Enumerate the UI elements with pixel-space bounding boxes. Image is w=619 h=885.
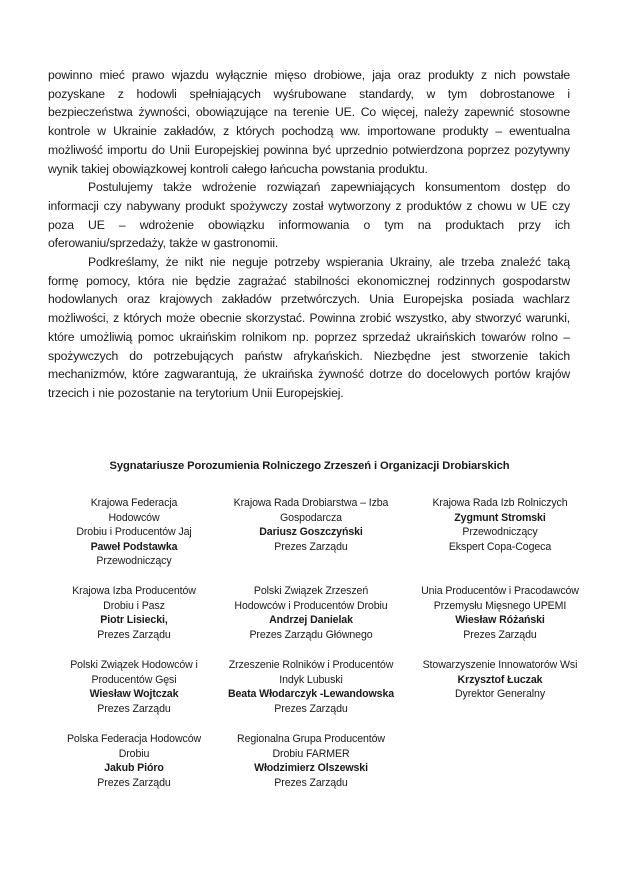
signatory-organization: Hodowców i Producentów Drobiu	[234, 599, 388, 612]
signatory-organization: Drobiu	[118, 747, 150, 760]
signatory-role: Prezes Zarządu	[463, 628, 537, 641]
signatory-organization: Przemysłu Mięsnego UPEMI	[433, 599, 567, 612]
signatory-organization: Gospodarcza	[280, 511, 342, 524]
signatory-role: Prezes Zarządu	[274, 702, 348, 715]
signatory-role: Prezes Zarządu	[97, 628, 171, 641]
signatory-role: Dyrektor Generalny	[454, 688, 546, 701]
signatory-role: Prezes Zarządu Głównego	[249, 628, 373, 641]
signatory-name: Dariusz Goszczyński	[259, 526, 363, 539]
signatory-name: Piotr Lisiecki,	[100, 614, 168, 627]
signatory-name: Paweł Podstawka	[90, 540, 178, 553]
signatory-organization: Drobiu i Pasz	[103, 599, 165, 612]
signatory-name: Włodzimierz Olszewski	[254, 762, 368, 775]
signatory-block	[407, 496, 593, 584]
signatory-name: Krzysztof Łuczak	[457, 673, 543, 686]
signatory-name: Andrzej Danielak	[269, 614, 353, 627]
signatory-role: Prezes Zarządu	[97, 776, 171, 789]
paragraph-import-requirements: powinno mieć prawo wjazdu wyłącznie mięso drobiowe, jaja oraz produkty z nich powstałe pozyskane z hodowli spełniających wyśrubowane standardy, w tym dobrostanowe i bezpieczeństwa żywności, obowiązujące na terenie UE. Co więcej, należy zapewnić stosowne kontrole w Ukrainie zakładów, z których pochodzą ww. importowane produkty – ewentualna możliwość importu do Unii Europejskiej powinna być uprzednio potwierdzona poprzez pozytywny wynik takiej obowiązkowej kontroli całego łańcucha powstania produktu.	[48, 68, 570, 176]
signatories-heading: Sygnatariusze Porozumienia Rolniczego Zrzeszeń i Organizacji Drobiarskich	[109, 460, 510, 472]
signatory-organization: Krajowa Rada Drobiarstwa – Izba	[233, 497, 389, 509]
signatory-role: Przewodniczący	[96, 555, 172, 568]
signatory-block	[215, 658, 407, 732]
signatory-organization: Hodowców	[108, 511, 160, 524]
signatory-role: Prezes Zarządu	[274, 776, 348, 789]
signatory-organization: Polski Związek Zrzeszeń	[253, 585, 369, 597]
signatory-organization: Polska Federacja Hodowców	[66, 733, 202, 745]
signatory-organization: Krajowa Federacja	[90, 497, 178, 509]
signatory-block	[407, 584, 593, 658]
signatory-organization: Drobiu i Producentów Jaj	[76, 526, 192, 539]
signatory-name: Beata Włodarczyk -Lewandowska	[227, 688, 395, 701]
signatory-name: Jakub Pióro	[104, 762, 164, 775]
signatories-grid	[53, 496, 593, 806]
signatory-block	[215, 496, 407, 584]
paragraph-consumer-information: Postulujemy także wdrożenie rozwiązań zapewniających konsumentom dostęp do informacji czy nabywany produkt spożywczy został wytworzony z produktów z chowu w UE czy poza UE – wdrożenie obowiązku informowania o tym na produktach przy ich oferowaniu/sprzedaży, także w gastronomii.	[48, 180, 570, 251]
signatory-block	[215, 584, 407, 658]
signatory-organization: Krajowa Rada Izb Rolniczych	[432, 497, 568, 509]
signatory-block	[53, 496, 215, 584]
paragraph-support-ukraine: Podkreślamy, że nikt nie neguje potrzeby wspierania Ukrainy, ale trzeba znaleźć taką formę pomocy, która nie będzie zagrażać stabilności ekonomicznej rodzinnych gospodarstw hodowlanych oraz krajowych zakładów przetwórczych. Unia Europejska posiada wachlarz możliwości, z których może obecnie skorzystać. Powinna zrobić wszystko, aby stworzyć warunki, które umożliwią pomoc ukraińskim rolnikom np. poprzez sprzedaż ukraińskich towarów rolno – spożywczych do potrzebujących państw afrykańskich. Niezbędne jest stworzenie takich mechanizmów, które zagwarantują, że ukraińska żywność dotrze do docelowych portów krajów trzecich i nie pozostanie na terytorium Unii Europejskiej.	[48, 255, 570, 400]
signatory-organization: Regionalna Grupa Producentów	[237, 733, 385, 745]
signatory-role: Prezes Zarządu	[97, 702, 171, 715]
signatory-block	[407, 658, 593, 732]
document-body	[48, 66, 570, 403]
signatory-block	[215, 732, 407, 806]
signatory-organization: Stowarzyszenie Innowatorów Wsi	[422, 659, 578, 671]
signatory-organization: Polski Związek Hodowców i	[70, 659, 198, 671]
signatory-organization: Unia Producentów i Pracodawców	[421, 585, 579, 597]
signatory-role: Prezes Zarządu	[274, 540, 348, 553]
signatory-role: Przewodniczący	[462, 526, 538, 539]
signatory-role: Ekspert Copa-Cogeca	[448, 540, 552, 553]
signatory-organization: Zrzeszenie Rolników i Producentów	[228, 659, 394, 671]
signatory-organization: Krajowa Izba Producentów	[72, 585, 196, 597]
signatory-name: Zygmunt Stromski	[454, 511, 546, 524]
signatory-organization: Drobiu FARMER	[272, 747, 350, 760]
signatory-block	[53, 658, 215, 732]
signatory-block	[53, 584, 215, 658]
signatory-block	[53, 732, 215, 806]
signatory-organization: Producentów Gęsi	[91, 673, 177, 686]
signatory-name: Wiesław Wojtczak	[89, 688, 179, 701]
signatory-organization: Indyk Lubuski	[279, 673, 343, 686]
signatory-name: Wiesław Różański	[455, 614, 545, 627]
